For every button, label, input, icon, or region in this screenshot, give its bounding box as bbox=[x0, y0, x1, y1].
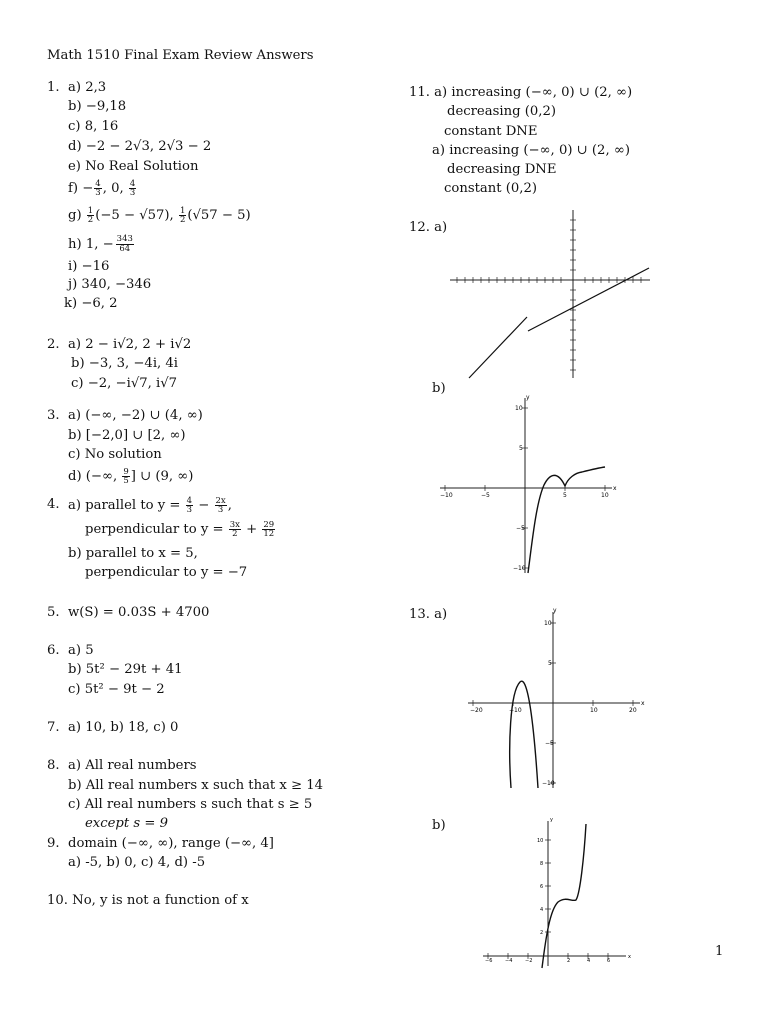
x-tick-label: −5 bbox=[481, 492, 490, 499]
y-tick-label: 5 bbox=[548, 660, 552, 667]
answer-line-h: h) 1, − $\frac{343}{64}$ bbox=[68, 234, 133, 254]
answer-line: domain (−∞, ∞), range (−∞, 4] bbox=[68, 836, 274, 851]
answer-line: decreasing (0,2) bbox=[447, 104, 556, 119]
problem-number: 7. bbox=[47, 720, 60, 735]
curve bbox=[542, 824, 586, 968]
problem-label-12b: b) bbox=[432, 381, 446, 396]
y-tick-label: −5 bbox=[516, 525, 525, 532]
fraction: $\frac{343}{64}$ bbox=[116, 234, 133, 254]
x-tick-label: 4 bbox=[587, 958, 591, 964]
answer-line: c) All real numbers s such that s ≥ 5 bbox=[68, 797, 313, 812]
problem-number: 3. bbox=[47, 408, 60, 423]
problem-number: 9. bbox=[47, 836, 60, 851]
curve bbox=[510, 681, 538, 788]
graph-12a bbox=[450, 210, 655, 380]
answer-line: a) All real numbers bbox=[68, 758, 197, 773]
answer-line: e) No Real Solution bbox=[68, 159, 199, 174]
curve-right-piece bbox=[528, 268, 649, 331]
fraction: $\frac{4}{3}$ bbox=[129, 179, 136, 198]
x-tick-label: −4 bbox=[505, 958, 513, 964]
problem-number: 6. bbox=[47, 643, 60, 658]
answer-line: c) 8, 16 bbox=[68, 119, 119, 134]
x-axis-label: x bbox=[613, 485, 617, 492]
fraction: $\frac{29}{12}$ bbox=[263, 520, 275, 539]
answer-line: b) All real numbers x such that x ≥ 14 bbox=[68, 778, 324, 793]
problem-number: 4. bbox=[47, 497, 60, 512]
fraction: $\frac{4}{3}$ bbox=[186, 496, 193, 515]
answer-line-f: f) − $\frac{4}{3}$ , 0, $\frac{4}{3}$ bbox=[68, 179, 136, 198]
x-tick-label: −10 bbox=[440, 492, 453, 499]
y-tick-label: −5 bbox=[545, 740, 554, 747]
answer-line: 10. No, y is not a function of x bbox=[47, 893, 249, 908]
y-tick-label: 10 bbox=[544, 620, 552, 627]
answer-line-a: a) parallel to y = $\frac{4}{3}$ − $\frac{2x}{3}$ , bbox=[68, 496, 232, 515]
y-tick-label: −10 bbox=[513, 565, 526, 572]
x-tick-label: 10 bbox=[590, 707, 598, 714]
problem-number: 8. bbox=[47, 758, 60, 773]
fraction: $\frac{1}{2}$ bbox=[179, 206, 186, 225]
answer-line: b) −9,18 bbox=[68, 99, 127, 114]
fraction: $\frac{2x}{3}$ bbox=[215, 496, 226, 515]
answer-line: constant DNE bbox=[444, 124, 538, 139]
fraction: $\frac{3x}{2}$ bbox=[229, 520, 240, 539]
answer-line: a) 2 − i√2, 2 + i√2 bbox=[68, 337, 192, 352]
answer-line-perp: perpendicular to y = $\frac{3x}{2}$ + $\frac{29}{12}$ bbox=[85, 520, 275, 539]
graph-12b bbox=[440, 393, 620, 578]
answer-line: constant (0,2) bbox=[444, 181, 537, 196]
answer-line: j) 340, −346 bbox=[68, 277, 152, 292]
answer-line: a) 2,3 bbox=[68, 80, 107, 95]
problem-number: 5. bbox=[47, 605, 60, 620]
y-tick-label: −10 bbox=[542, 780, 555, 787]
graph-13a bbox=[468, 606, 648, 790]
page-title: Math 1510 Final Exam Review Answers bbox=[47, 48, 314, 63]
y-tick-label: 4 bbox=[540, 907, 544, 913]
answer-line: decreasing DNE bbox=[447, 162, 557, 177]
answer-line: k) −6, 2 bbox=[64, 296, 118, 311]
x-tick-label: 2 bbox=[567, 958, 571, 964]
x-tick-label: −6 bbox=[485, 958, 493, 964]
y-axis-label: y bbox=[526, 394, 530, 401]
problem-label-13b: b) bbox=[432, 818, 446, 833]
answer-line: b) 5t² − 29t + 41 bbox=[68, 662, 183, 677]
fraction: $\frac{9}{5}$ bbox=[123, 467, 129, 486]
answer-line: c) −2, −i√7, i√7 bbox=[71, 376, 178, 391]
answer-line: w(S) = 0.03S + 4700 bbox=[68, 605, 210, 620]
problem-number: 2. bbox=[47, 337, 60, 352]
curve-left-piece bbox=[469, 317, 527, 378]
y-axis-label: y bbox=[553, 607, 557, 614]
x-tick-label: 5 bbox=[563, 492, 567, 499]
y-tick-label: 6 bbox=[540, 884, 544, 890]
x-tick-label: −2 bbox=[525, 958, 533, 964]
y-tick-label: 8 bbox=[540, 861, 544, 867]
answer-line: i) −16 bbox=[68, 259, 110, 274]
x-tick-label: 20 bbox=[629, 707, 637, 714]
answer-line: except s = 9 bbox=[85, 816, 168, 831]
y-tick-label: 2 bbox=[540, 930, 544, 936]
curve bbox=[528, 467, 605, 573]
answer-line: a) 10, b) 18, c) 0 bbox=[68, 720, 179, 735]
answer-line: a) 5 bbox=[68, 643, 94, 658]
x-tick-label: −20 bbox=[470, 707, 483, 714]
answer-line: b) −3, 3, −4i, 4i bbox=[71, 356, 179, 371]
x-axis-label: x bbox=[641, 700, 645, 707]
fraction: $\frac{1}{2}$ bbox=[87, 206, 94, 225]
answer-line: perpendicular to y = −7 bbox=[85, 565, 248, 580]
y-tick-label: 5 bbox=[519, 445, 523, 452]
answer-line-d: d) (−∞, $\frac{9}{5}$ ] ∪ (9, ∞) bbox=[68, 467, 194, 486]
fraction: $\frac{4}{3}$ bbox=[95, 179, 101, 198]
y-axis-label: y bbox=[550, 817, 553, 823]
x-tick-label: 10 bbox=[601, 492, 609, 499]
answer-line: 11. a) increasing (−∞, 0) ∪ (2, ∞) bbox=[409, 85, 633, 100]
answer-line: a) (−∞, −2) ∪ (4, ∞) bbox=[68, 408, 203, 423]
answer-line: c) No solution bbox=[68, 447, 162, 462]
graph-13b bbox=[480, 818, 640, 968]
x-tick-label: 6 bbox=[607, 958, 611, 964]
page-number: 1 bbox=[715, 944, 724, 959]
answer-line: c) 5t² − 9t − 2 bbox=[68, 682, 165, 697]
problem-label-13a: 13. a) bbox=[409, 607, 448, 622]
y-tick-label: 10 bbox=[515, 405, 523, 412]
y-tick-label: 10 bbox=[537, 838, 544, 844]
answer-line: a) increasing (−∞, 0) ∪ (2, ∞) bbox=[432, 143, 630, 158]
answer-line: b) [−2,0] ∪ [2, ∞) bbox=[68, 428, 186, 443]
answer-line: a) -5, b) 0, c) 4, d) -5 bbox=[68, 855, 206, 870]
problem-label-12a: 12. a) bbox=[409, 220, 448, 235]
problem-number: 1. bbox=[47, 80, 60, 95]
answer-line-g: g) $\frac{1}{2}$ (−5 − √57), $\frac{1}{2}$ (√57 − 5) bbox=[68, 206, 251, 225]
x-axis-label: x bbox=[628, 954, 631, 960]
answer-line: d) −2 − 2√3, 2√3 − 2 bbox=[68, 139, 212, 154]
x-tick-label: −10 bbox=[509, 707, 522, 714]
answer-line: b) parallel to x = 5, bbox=[68, 546, 198, 561]
